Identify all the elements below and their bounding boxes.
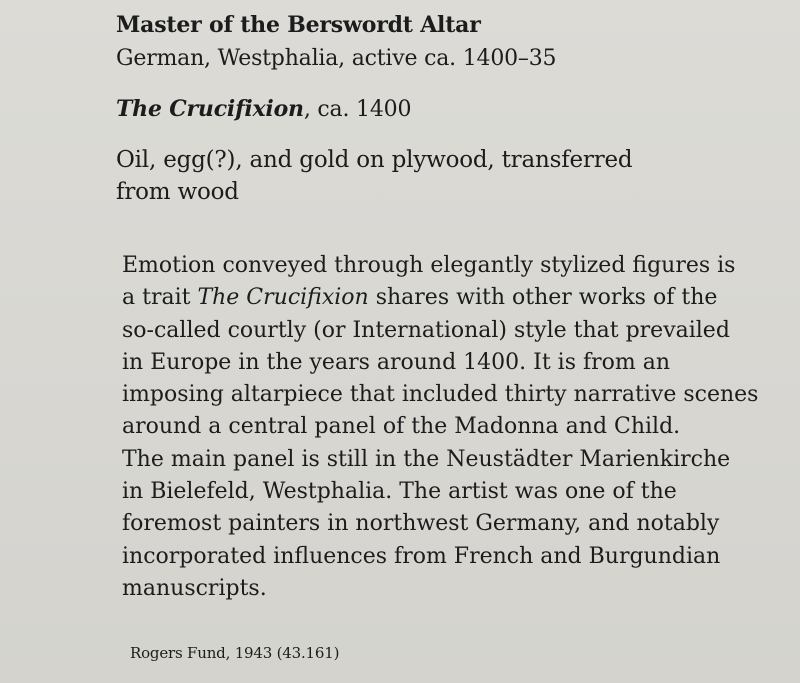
description-line: in Europe in the years around 1400. It is from an xyxy=(122,349,671,375)
credit-line: Rogers Fund, 1943 (43.161) xyxy=(130,644,340,662)
description-line: The main panel is still in the Neustädter Marienkirche xyxy=(122,446,731,472)
artist-origin: German, Westphalia, active ca. 1400–35 xyxy=(116,46,557,71)
medium-line: Oil, egg(?), and gold on plywood, transferred xyxy=(116,147,633,173)
description-line: around a central panel of the Madonna and Child. xyxy=(122,414,681,440)
description-line: foremost painters in northwest Germany, and notably xyxy=(122,511,720,537)
description-line: imposing altarpiece that included thirty narrative scenes xyxy=(122,382,759,408)
description-line: manuscripts. xyxy=(122,575,267,601)
description-text: a trait xyxy=(122,285,198,311)
medium-line: from wood xyxy=(116,179,239,205)
description-line: in Bielefeld, Westphalia. The artist was one of the xyxy=(122,479,677,505)
description-title-italic: The Crucifixion xyxy=(197,285,369,311)
description-text: shares with other works of the xyxy=(368,285,718,311)
artist-name: Master of the Berswordt Altar xyxy=(116,12,481,38)
artwork-date: , ca. 1400 xyxy=(303,97,412,122)
artwork-title: The Crucifixion xyxy=(116,96,304,122)
artwork-medium xyxy=(116,144,676,208)
artwork-title-line xyxy=(116,96,411,122)
description-line xyxy=(122,282,762,314)
description-line: so-called courtly (or International) style that prevailed xyxy=(122,317,730,343)
description-line: incorporated influences from French and Burgundian xyxy=(122,543,721,569)
artwork-description xyxy=(122,250,762,605)
description-line: Emotion conveyed through elegantly stylized figures is xyxy=(122,253,736,278)
